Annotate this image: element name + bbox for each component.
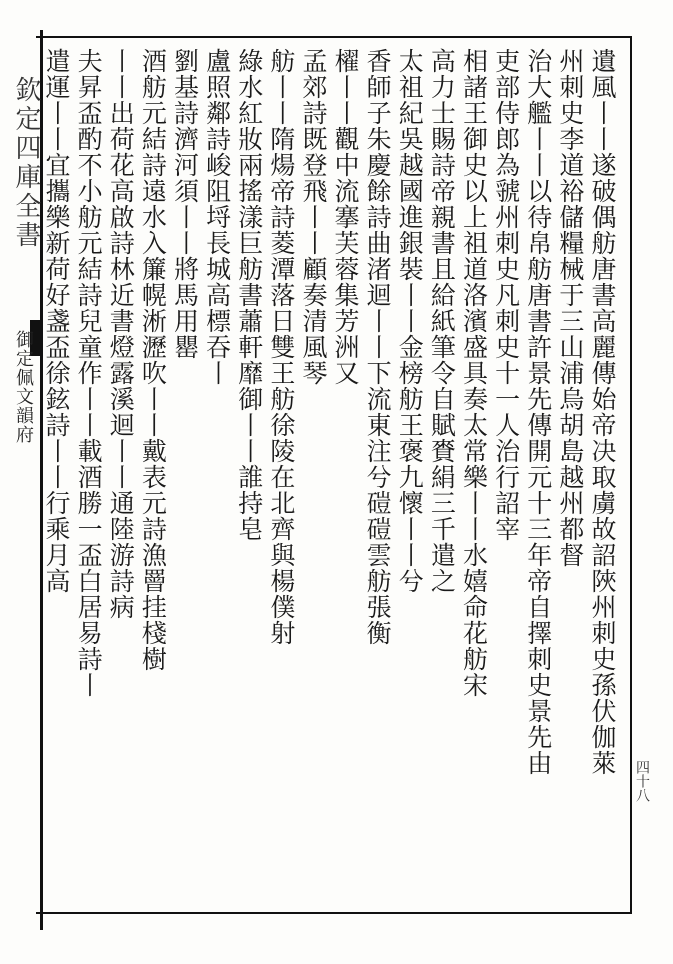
text-column: 盧照鄰詩峻阻埒長城高標吞丨 (202, 48, 232, 386)
text-column: 綠水紅妝兩搖漾巨舫書蕭軒靡御丨丨誰持皂 (234, 48, 264, 542)
text-column: 相諸王御史以上祖道洛濱盛具奏太常樂丨丨水嬉命花舫宋 (459, 48, 489, 698)
text-column: 丨丨出荷花高啟詩林近書燈露溪迴丨丨通陸游詩病 (106, 48, 136, 620)
text-column: 高力士賜詩帝親書且給紙筆令自賦賚絹三千遣之 (427, 48, 457, 594)
page-number: 四十八 (634, 760, 650, 802)
text-column: 吏部侍郎為虢州刺史凡刺史十一人治行詔宰 (491, 48, 521, 542)
text-column: 州刺史李道裕儲糧械于三山浦烏胡島越州都督 (555, 48, 585, 568)
book-title: 御定佩文韻府 (13, 330, 34, 444)
text-column: 香師子朱慶餘詩曲渚迴丨丨下流東注兮磑磑雲舫張衡 (363, 48, 393, 646)
text-column: 舫丨丨隋煬帝詩菱潭落日雙王舫徐陵在北齊與楊僕射 (266, 48, 296, 646)
text-column: 酒舫元結詩遠水入簾幌淅瀝吹丨丨戴表元詩漁罾挂棧樹 (138, 48, 168, 672)
text-column: 治大艦丨丨以待帛舫唐書許景先傳開元十三年帝自擇刺史景先由 (523, 48, 553, 776)
text-column: 櫂丨丨觀中流搴芙蓉集芳洲又 (331, 48, 361, 386)
text-column: 太祖紀吳越國進銀裝丨丨金榜舫王褒九懷丨丨兮 (395, 48, 425, 594)
gutter-header: 欽定四庫全書 (11, 76, 41, 250)
text-column: 劉基詩濟河須丨丨將馬用罌 (170, 48, 200, 360)
text-column: 夫昇盃酌不小舫元結詩兒童作丨丨載酒勝一盃白居易詩丨 (74, 48, 104, 698)
text-column: 遺風丨丨遂破偶舫唐書高麗傳始帝决取虜故詔陜州刺史孫伏伽萊 (588, 48, 617, 776)
text-column: 遣運丨丨宜攜樂新荷好盞盃徐鉉詩丨丨行乘月高 (42, 48, 71, 594)
text-column: 孟郊詩既登飛丨丨顧奏清風琴 (298, 48, 328, 386)
